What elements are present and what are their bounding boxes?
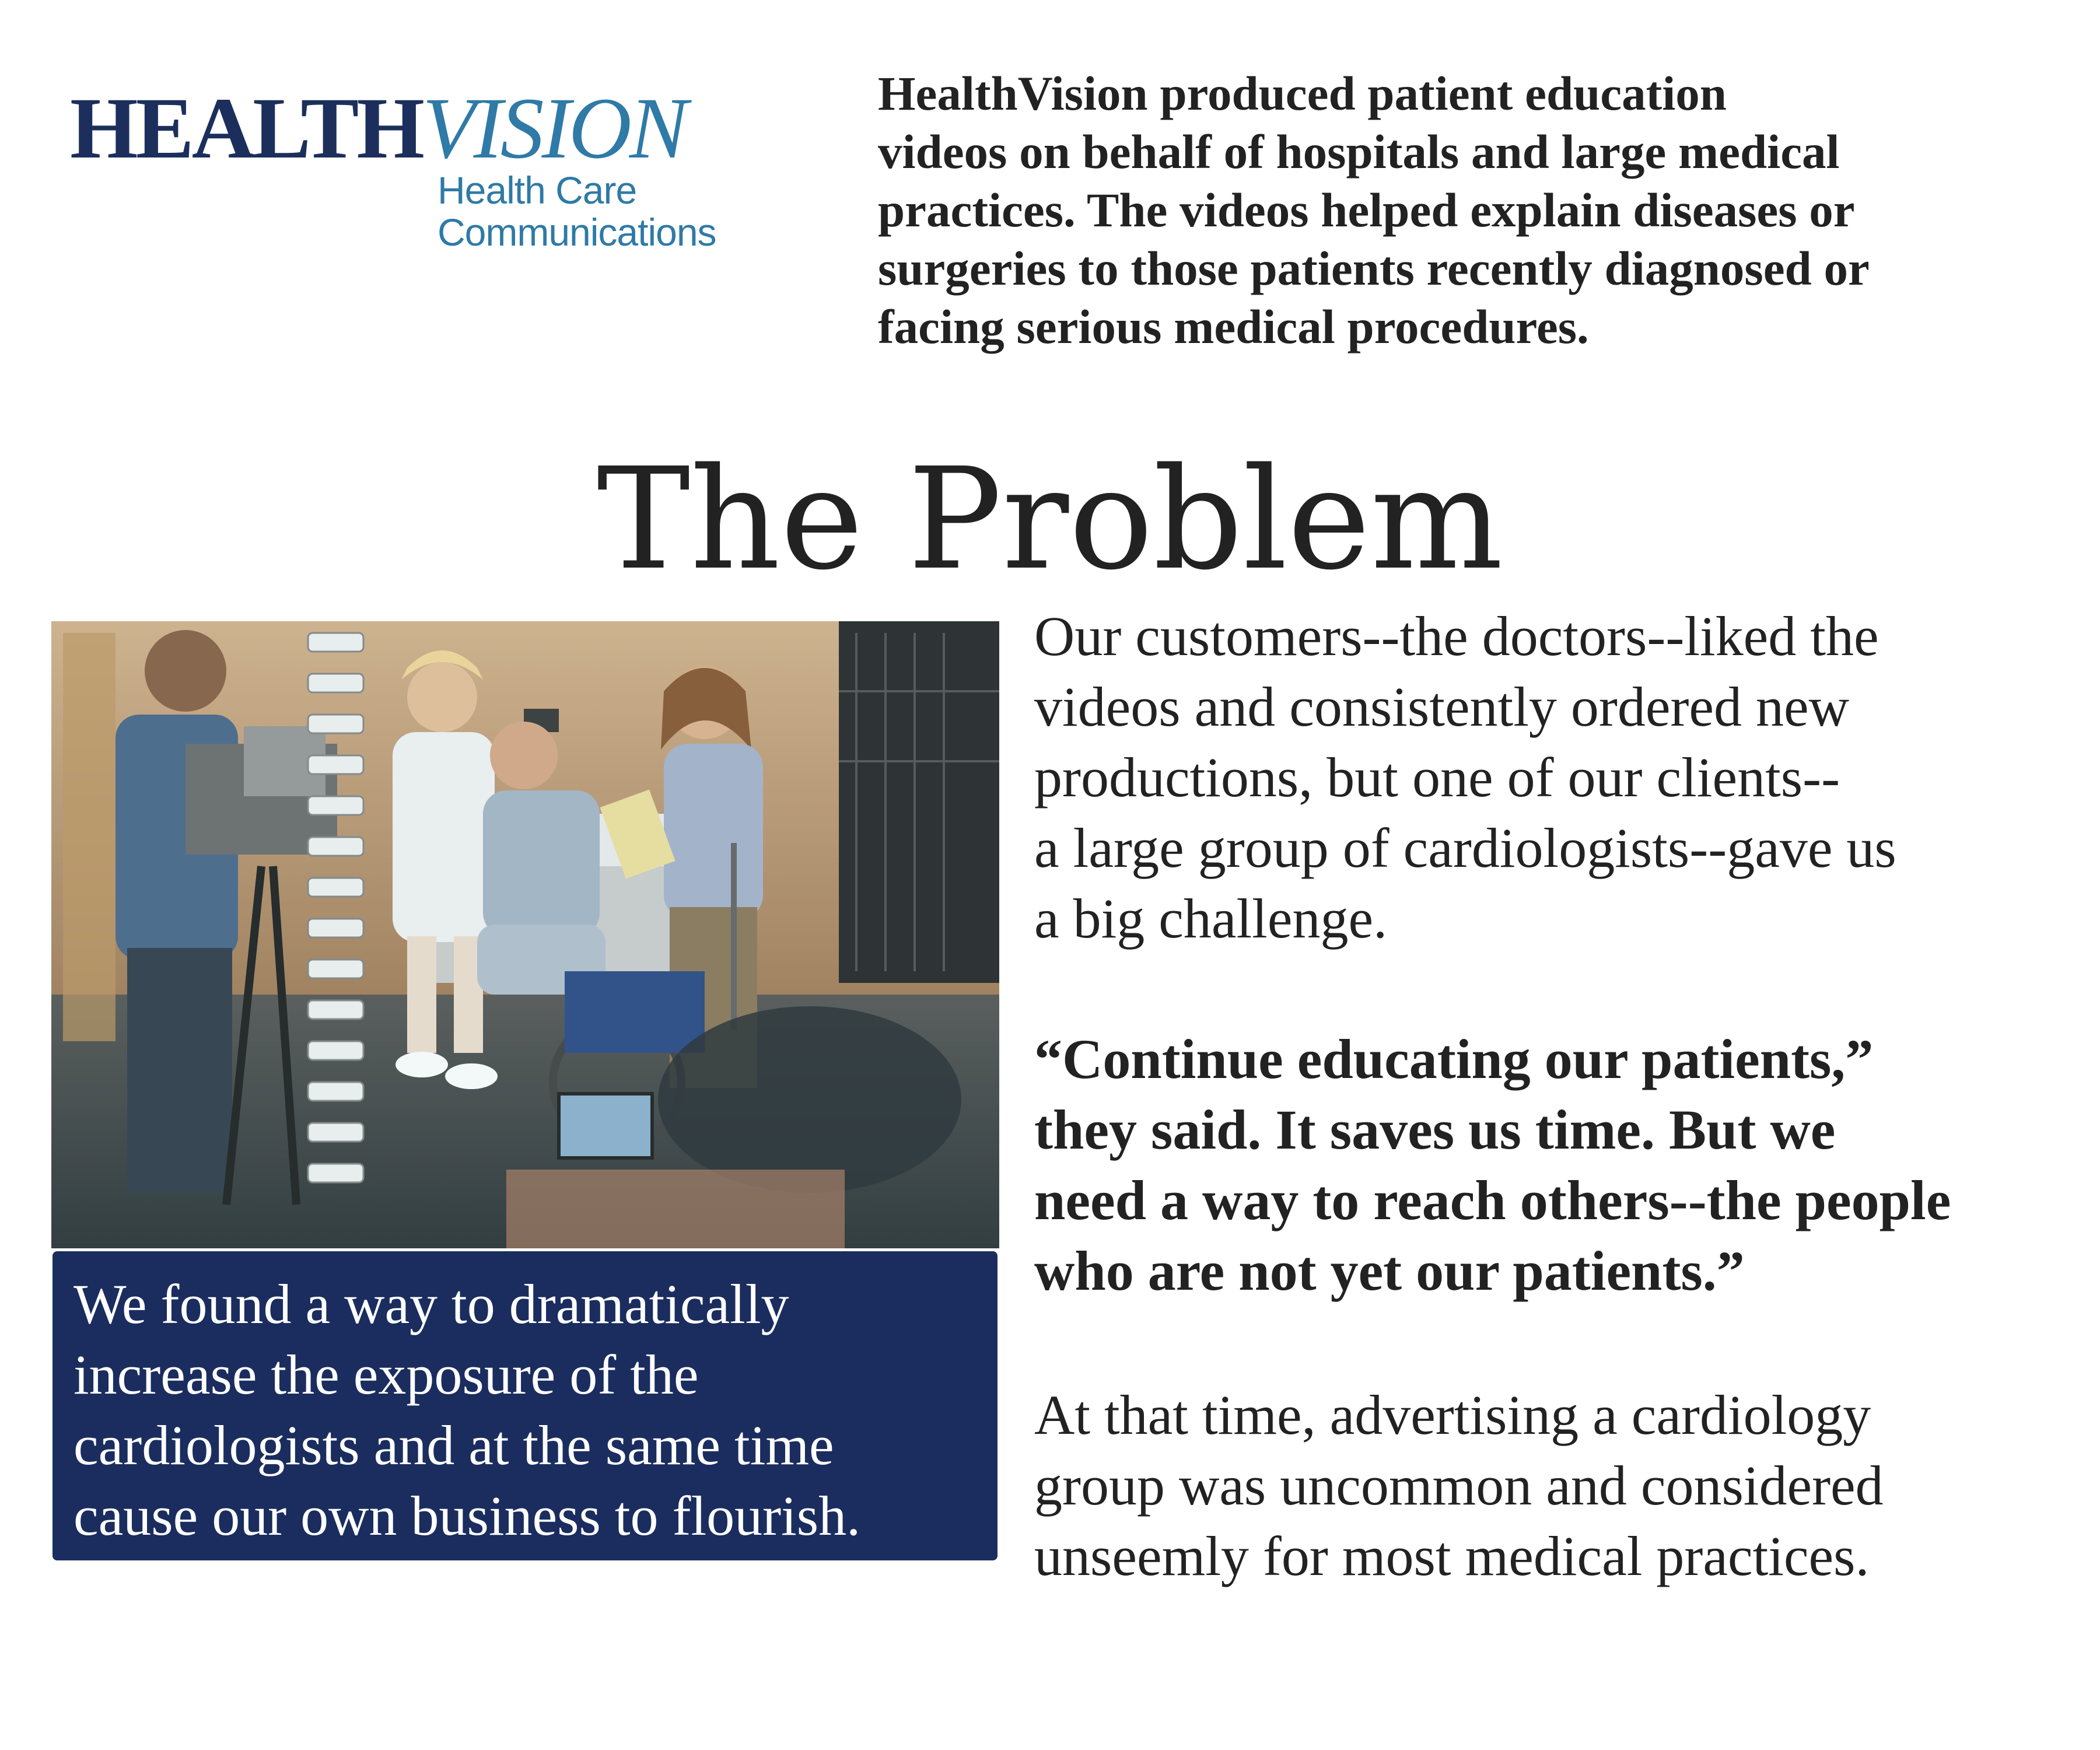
callout-line: We found a way to dramatically bbox=[74, 1273, 789, 1335]
context-paragraph bbox=[1034, 1380, 2084, 1591]
logo-word-vision: VISION bbox=[422, 80, 685, 177]
paragraph-line: a big challenge. bbox=[1034, 887, 1388, 950]
client-quote bbox=[1034, 1024, 2100, 1306]
page-title: The Problem bbox=[597, 438, 1503, 601]
logo-subtitle-line: Health Care bbox=[438, 169, 637, 212]
intro-line: videos on behalf of hospitals and large medical bbox=[878, 125, 1840, 178]
intro-line: surgeries to those patients recently diagnosed or bbox=[878, 242, 1870, 295]
callout-line: increase the exposure of the bbox=[74, 1343, 699, 1406]
paragraph-line: productions, but one of our clients-- bbox=[1034, 746, 1840, 808]
paragraph-line: a large group of cardiologists--gave us bbox=[1034, 817, 1896, 879]
solution-callout bbox=[52, 1251, 998, 1560]
video-production-photo bbox=[51, 621, 999, 1248]
quote-line: “Continue educating our patients,” bbox=[1034, 1028, 1874, 1090]
intro-paragraph bbox=[878, 64, 2056, 356]
logo-word-health: HEALTH bbox=[70, 80, 423, 177]
paragraph-line: group was uncommon and considered bbox=[1034, 1454, 1884, 1517]
callout-line: cause our own business to flourish. bbox=[74, 1485, 861, 1547]
quote-line: need a way to reach others--the people bbox=[1034, 1169, 1951, 1231]
problem-paragraph bbox=[1034, 601, 2084, 954]
callout-line: cardiologists and at the same time bbox=[74, 1414, 834, 1476]
healthvision-logo bbox=[70, 76, 770, 262]
photo-illustration bbox=[51, 621, 999, 1248]
logo-wordmark bbox=[70, 76, 685, 181]
intro-line: practices. The videos helped explain diseases or bbox=[878, 183, 1855, 237]
logo-subtitle bbox=[438, 169, 716, 253]
paragraph-line: videos and consistently ordered new bbox=[1034, 676, 1849, 738]
paragraph-line: At that time, advertising a cardiology bbox=[1034, 1384, 1871, 1446]
paragraph-line: Our customers--the doctors--liked the bbox=[1034, 605, 1879, 667]
quote-line: who are not yet our patients.” bbox=[1034, 1240, 1745, 1302]
paragraph-line: unseemly for most medical practices. bbox=[1034, 1525, 1870, 1587]
quote-line: they said. It saves us time. But we bbox=[1034, 1098, 1836, 1161]
intro-line: HealthVision produced patient education bbox=[878, 66, 1727, 120]
intro-line: facing serious medical procedures. bbox=[878, 300, 1589, 354]
logo-subtitle-line: Communications bbox=[438, 211, 716, 254]
